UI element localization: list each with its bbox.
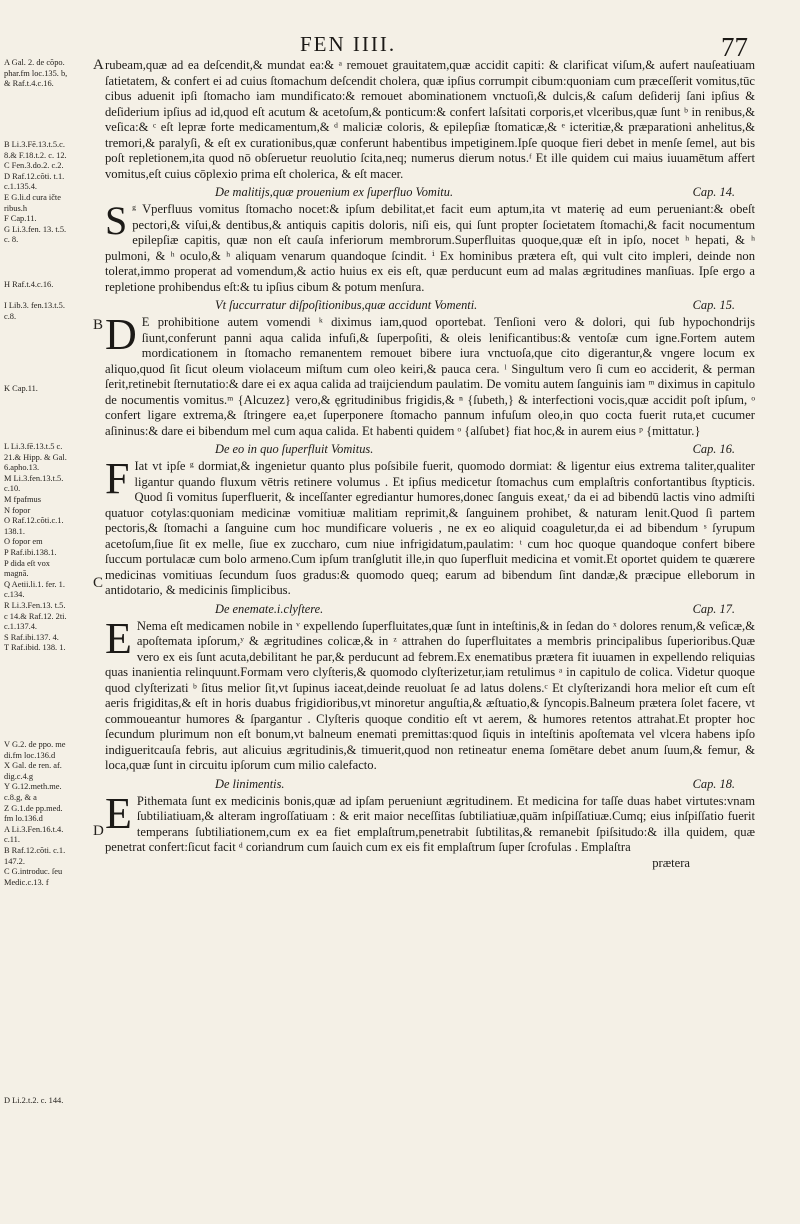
- chapter-heading: [105, 774, 755, 794]
- paragraph: [105, 310, 755, 439]
- section-marker: B: [93, 317, 104, 333]
- chapter-title: De linimentis.: [215, 776, 285, 791]
- chapter-number: Cap. 14.: [692, 185, 735, 199]
- section-marker: A: [93, 57, 104, 73]
- paragraph-text: Iat vt ipſe ᵍ dormiat,& ingenietur quanto plus poſsibile fuerit, quomodo dormiat: & ligentur eius extrema taliter,qualiter ligantur quando fluxum vētris retinere volumus . Et ipſius medicetur ſtomachus cum emplaſtris confortantibus ſtypticis. Quod ſi vomitus ſuperfluerit, & inceſſanter egrediantur humores,donec ſanguis exeat,ʳ da ei ad bibendū lactis vino admiſti quatuor cotylas:quoniam medicinæ vomitiuæ malitiam reprimit,& ſanguinem prohibet, & naturam lenit.Quod ſi partem pectoris,& ſtomachi a ſanguine cum hoc mundificare volueris , ne ex eo aliquid coaguletur,da ei ad bibendum ˢ ſyrupum acetoſum,ſiue ſit ex melle, ſiue ex zuccharo, cum niue infrigidatum,paulatim: ᵗ cum hoc quoque quandoque confert bibere ſuccum portulacæ cum bolo armeno.Cum ipſum tranſglutit ille,in quo ſuperfluit medicina et vomit.Et oportet quidem te quærere medicinas vomitiuas ſecundum ſuos gradus:& quomodo queq; earum ad bibendum ſint dandæ,& præcipue elleborum in antidotario, & medicinis ſimplicibus.: [105, 459, 755, 597]
- chapter-number: Cap. 15.: [692, 298, 735, 312]
- paragraph: [105, 788, 755, 856]
- chapter-title: De enemate.i.clyſtere.: [215, 601, 324, 616]
- section-marker: D: [93, 823, 104, 839]
- chapter-title: De malitijs,quæ prouenium ex ſuperfluo Vomitu.: [215, 185, 454, 199]
- paragraph-text: Nema eſt medicamen nobile in ᵛ expellendo ſuperfluitates,quæ ſunt in inteſtinis,& in ſedan do ˣ dolores renum,& veſicæ,& apoſtemata ipſorum,ʸ & ægritudines colicæ,& in ᶻ attrahen do ſuperfluitates a membris principalibus ſuperioribus.Quæ vero ex eis ſunt acuta,debilitant he par,& perducunt ad febrem.Ex enematibus prætera fit iuuamen in expellendo reliquias quas inanientia relinquunt.Formam vero clyſteris,& quomodo clyſterizetur,iam retulimus ᵃ in capitulo de colica. Videtur quoque quod clyſterizati ᵇ ſitus melior ſit,vt ſupinus iaceat,deinde reuoluat ſe ad latus dolens.ᶜ Et clyſterizandi hora melior eſt cum eſt aeris frigiditas,& eſt in horis duabus frigidioribus,vt minoretur anguſtia,& æſtuatio,& ſyncopis.Balneum prætera ſolet facere, vt commoueantur humores & ſpargantur . Clyſteris quoque conditio eſt vt aerem, & humores retentos attrahat.Et propter hoc ſecundum plurimum non eſt bonum,vt balneum enemati premittas:quod ſiquis in inteſtinis apoſtemata vel vlcera habens ipſo indigueritcauſa febris, aut alicuius ægritudinis,& timuerit,quod non retineatur enema ſomētare debet anum ſuum,& femur, & loca,quæ ſunt in circuitu ipſorum cum milio calefacto.: [105, 618, 755, 772]
- chapter-heading: [105, 599, 755, 619]
- paragraph-text: Pithemata ſunt ex medicinis bonis,quæ ad ipſam perueniunt ægritudinem. Et medicina for taſſe duas habet virtutes:vnam ſubtiliatiuam,& alteram ingroſſatiuam : & erit maior neceſſitas ſubtiliatiuæ,quām inſpiſſatiuæ.Cumq; eius inſpiſſatio fuerit temperans ſubtiliationem,cum ex ea fiet emplaſtrum,penetrabit ſubtilitas,& remanebit ſpiſsitudo:& illa quidem, quæ penetrat confert:ſicut facit ᵈ coriandrum cum ſauich cum ex eis fit emplaſtrum ſuper ſcrofulas . Emplaſtra: [105, 793, 755, 854]
- paragraph-text: E prohibitione autem vomendi ᵏ diximus iam,quod oportebat. Tenſioni vero & dolori, qui ſub hypochondrijs ſiunt,conferunt panni aqua calida infuſi,& ſuperpoſiti, & oleis lenificantibus:& ventoſæ cum igne.Fortem autem mordicationem in ſtomacho remanentem remouet bibere iura vnctuoſa,que cito digerantur,& vngere locum ex aliquo,quod ſit ſicut oleum violaceum miſtum cum oleo keiri,& pauca cera. ˡ Singultum vero ſi cum eo acciderit, & perman ſerit,retinebit ſternutatio:& dare ei ex aqua calida ad traijciendum paulatim. De vomitu autem ſanguinis iam ᵐ diximus in capitulo de nocumentis vomitus.ᵐ {Alcuzez} vero,& ęgritudinibus frigidis,& ⁿ {ſubeth,} & interfectioni vocis,quæ accidit poſt ipſum, ᵒ confert ligare extrema,& ſtringere ea,et ſuperponere ſtomacho pannum infuſum oleo,in quo cocta fuerit ruta,et cucumer aſininus:& dare ei bibendum mel cum aqua calida. Et habenti quidem ᵒ {alſubet} fiat hoc,& in aurem eius ᵖ {mittatur.}: [105, 315, 755, 438]
- chapter-number: Cap. 18.: [692, 776, 735, 791]
- chapter-heading: [105, 182, 755, 202]
- chapter-title: De eo in quo ſuperfluit Vomitus.: [215, 442, 374, 456]
- initial-letter: E: [105, 788, 132, 838]
- margin-note: L Li.3.fē.13.t.5 c. 21.& Hipp. & Gal. 6.apho.13. M Li.3.fen.13.t.5. c.10. M fpafmus N fopor O Raf.12.cõti.c.1. 138.1. O fopor em P Raf.ibi.138.1. P dida eſt vox magnā. Q Aetii.li.1. fer. 1. c.134. R Li.3.Fen.13. t.5. c 14.& Raf.12. 2ti. c.1.137.4. S Raf.ibi.137. 4. T Raf.ibid. 138. 1.: [4, 442, 67, 653]
- paragraph-text: ᵍ Vperfluus vomitus ſtomacho nocet:& ipſum debilitat,et facit eum aptum,ita vt materię ad eum perueniant:& obeſt pectori,& viſui,& dentibus,& antiquis capitis doloris, niſi eis, qui ſunt propter ſocietatem ſtomachi,& facit nocumentum epilepſiæ capitis, quæ non eſt cauſa inferiorum membrorum.Superfluitas quoque,quæ eſt in ipſo, nocet ʰ hepati, & ʰ pulmoni, & ʰ oculo,& ʰ aliquam venarum quandoque ſcindit. ⁱ Ex hominibus prætera eſt, qui vult cito impleri, deinde non tolerat,immo properat ad vomendum,& actio huius ex eis eſt, quæ perducunt eum ad malas ægritudines manſiuas. Ipſe ergo a repletione prohibendus eſt:& tu ipſius cibum & potum menſura.: [105, 202, 755, 294]
- running-title: FEN IIII.: [300, 32, 397, 56]
- margin-note: B Li.3.Fē.13.t.5.c. 8.& F.18.t.2. c. 12. C Fen.3.do.2. c.2. D Raf.12.cõti. t.1. c.1.135.4. E G.li.d cura ičte ribus.h F Cap.11. G Li.3.fen. 13. t.5. c. 8.: [4, 140, 67, 245]
- initial-letter: E: [105, 613, 132, 663]
- section-marker: C: [93, 575, 104, 591]
- margin-note: K Cap.11.: [4, 384, 38, 393]
- paragraph: rubeam,quæ ad ea deſcendit,& mundat ea:& ᵃ remouet grauitatem,quæ accidit capiti: & clarificat viſum,& aufert nauſeatiuam ſatietatem, & confert ei ad cuius ſtomachum deſcendit cholera, quæ ipſius corrumpit cibum:quoniam cum præceſſerit vomitus,tūc cibus aduenit ipſi ſtomacho iam mundificato:& remouet abominationem vnctuoſi,& dulcis,& caſum deſiderij ſani ipſius & deſiderium ipſius ad id,quod eſt acutum & acetoſum,& ponticum:& confert laſsitati corporis,et vlceribus,quæ ſunt ᵇ in renibus,& veſica:& ᶜ eſt lepræ forte medicamentum,& ᵈ maliciæ coloris, & epilepſiæ ſtomaticæ,& ᵉ icteritiæ,& præparationi anhelitus,& tremori,& paralyſi, & eſt ex curationibus,quæ conferunt habentibus impetiginem.Ipſe quoque fieri debet in menſe ſemel, aut bis poſt repletionem,ita quod nō obſeruetur reuolutio ſcita,neq; numerus dierum notus.ᶠ Et ille quidem cui maius iuuamētum affert vomitus,eſt cuius cōplexio prima eſt cholerica, & eſt macer.: [105, 58, 755, 181]
- paragraph: [105, 198, 755, 295]
- page-number: 77: [721, 32, 748, 62]
- main-text-column: [105, 58, 755, 871]
- chapter-number: Cap. 17.: [692, 601, 735, 616]
- chapter-heading: [105, 295, 755, 315]
- chapter-number: Cap. 16.: [692, 442, 735, 456]
- margin-note: D Li.2.t.2. c. 144.: [4, 1096, 64, 1105]
- margin-note: V G.2. de ppo. me di.fm loc.136.d X Gal. de ren. af. dig.c.4.g Y G.12.meth.me. c.8.g, & a Z G.1.de pp.med. fm lo.136.d A Li.3.Fen.16.t.4. c.11. B Raf.12.cõti. c.1. 147.2. C G.introduc. ſeu Medic.c.13. f: [4, 740, 66, 887]
- paragraph: [105, 613, 755, 774]
- initial-letter: F: [105, 454, 130, 503]
- left-margin-notes: [4, 57, 104, 1218]
- margin-note: A Gal. 2. de cõpo. phar.fm loc.135. b, & Raf.t.4.c.16.: [4, 58, 68, 89]
- initial-letter: D: [105, 310, 137, 359]
- margin-note: H Raf.t.4.c.16. I Lib.3. fen.13.t.5. c.8.: [4, 280, 65, 321]
- paragraph: [105, 454, 755, 599]
- catchword: prætera: [652, 855, 690, 870]
- chapter-title: Vt ſuccurratur diſpoſitionibus,quæ accidunt Vomenti.: [215, 298, 478, 312]
- chapter-heading: [105, 439, 755, 459]
- initial-letter: S: [105, 198, 128, 243]
